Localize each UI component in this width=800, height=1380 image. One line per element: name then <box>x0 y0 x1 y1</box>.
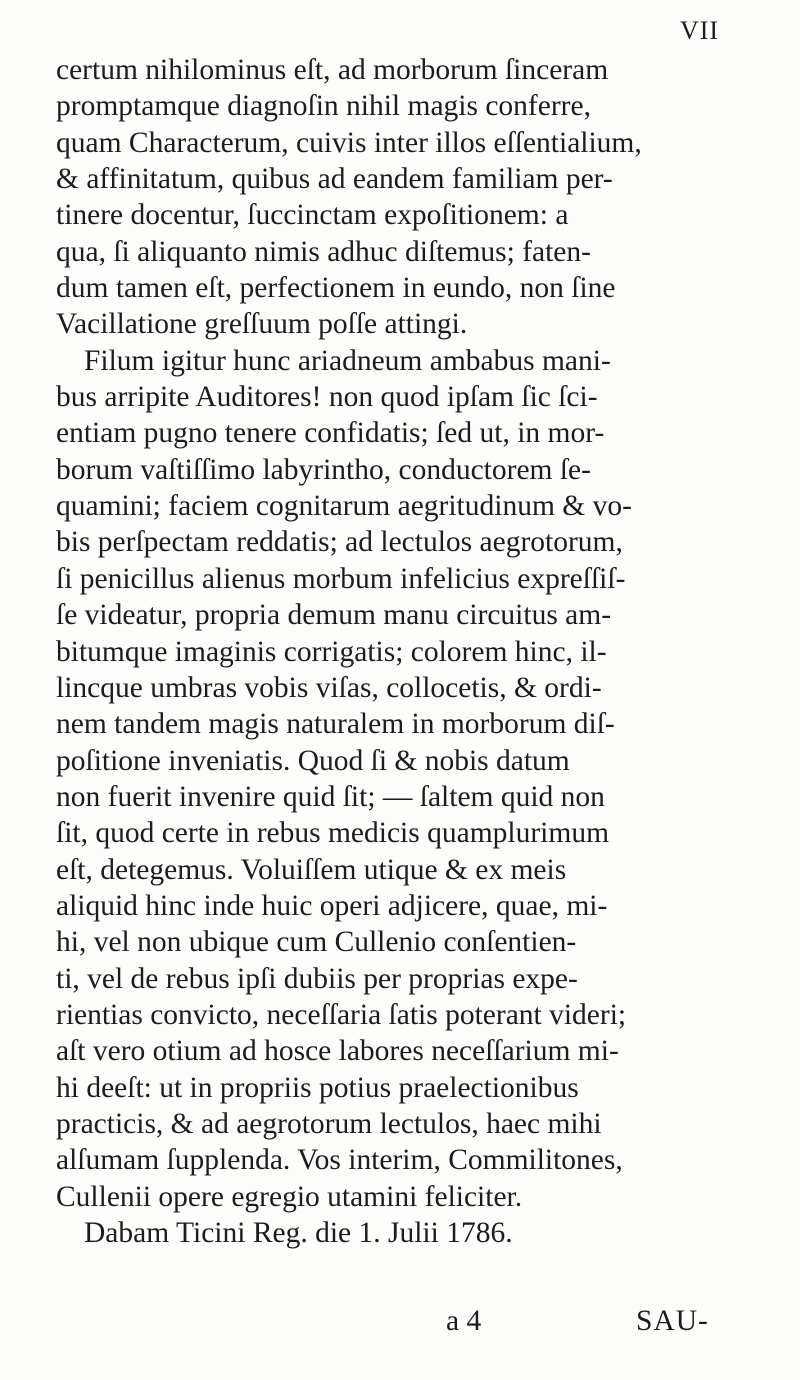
text-line: ſi penicillus alienus morbum infelicius expreſſiſ- <box>56 562 626 595</box>
dateline: Dabam Ticini Reg. die 1. Julii 1786. <box>84 1217 513 1249</box>
page-number: VII <box>680 16 720 45</box>
text-line: practicis, & ad aegrotorum lectulos, haec mihi <box>56 1107 602 1140</box>
text-line: promptamque diagnoſin nihil magis conferre, <box>56 90 591 123</box>
text-line: bitumque imaginis corrigatis; colorem hinc, il- <box>56 635 607 668</box>
text-line: alſumam ſupplenda. Vos interim, Commilitones, <box>56 1144 623 1177</box>
text-line: hi deeſt: ut in propriis potius praelectionibus <box>56 1071 579 1104</box>
signature-mark: a 4 <box>446 1305 482 1337</box>
text-line: non fuerit invenire quid ſit; — ſaltem quid non <box>56 780 605 813</box>
text-line: bis perſpectam reddatis; ad lectulos aegrotorum, <box>56 526 623 559</box>
text-line: rientias convicto, neceſſaria ſatis poterant videri; <box>56 998 627 1031</box>
text-line: ſit, quod certe in rebus medicis quamplurimum <box>56 817 610 850</box>
text-line: poſitione inveniatis. Quod ſi & nobis datum <box>56 744 570 777</box>
text-line: ti, vel de rebus ipſi dubiis per proprias expe- <box>56 962 578 995</box>
text-line: aſt vero otium ad hosce labores neceſſarium mi- <box>56 1035 619 1068</box>
text-line: hi, vel non ubique cum Cullenio conſentien- <box>56 926 577 959</box>
text-line: aliquid hinc inde huic operi adjicere, quae, mi- <box>56 889 608 922</box>
text-line: ſe videatur, propria demum manu circuitus am- <box>56 599 612 632</box>
text-line: eſt, detegemus. Voluiſſem utique & ex meis <box>56 853 567 886</box>
text-line: nem tandem magis naturalem in morborum diſ- <box>56 708 615 741</box>
text-line: borum vaſtiſſimo labyrintho, conductorem ſe- <box>56 453 591 486</box>
text-line: lincque umbras vobis viſas, collocetis, & ordi- <box>56 671 602 704</box>
text-line: certum nihilominus eſt, ad morborum ſinceram <box>56 54 609 86</box>
text-line: Cullenii opere egregio utamini feliciter. <box>56 1180 523 1213</box>
page-footer <box>56 1305 776 1345</box>
text-line: qua, ſi aliquanto nimis adhuc diſtemus; faten- <box>56 235 591 268</box>
catchword: SAU- <box>636 1305 709 1337</box>
text-line: bus arripite Auditores! non quod ipſam ſic ſci- <box>56 381 598 414</box>
text-line: quam Characterum, cuivis inter illos eſſentialium, <box>56 126 642 159</box>
body-text <box>56 52 776 1251</box>
text-line: Filum igitur hunc ariadneum ambabus mani- <box>84 344 611 377</box>
text-line: Vacillatione greſſuum poſſe attingi. <box>56 308 468 341</box>
text-line: entiam pugno tenere confidatis; ſed ut, in mor- <box>56 417 605 450</box>
text-line: tinere docentur, ſuccinctam expoſitionem: a <box>56 199 569 232</box>
text-line: dum tamen eſt, perfectionem in eundo, non ſine <box>56 272 616 305</box>
text-line: & affinitatum, quibus ad eandem familiam per- <box>56 163 613 196</box>
text-line: quamini; faciem cognitarum aegritudinum & vo- <box>56 490 632 523</box>
